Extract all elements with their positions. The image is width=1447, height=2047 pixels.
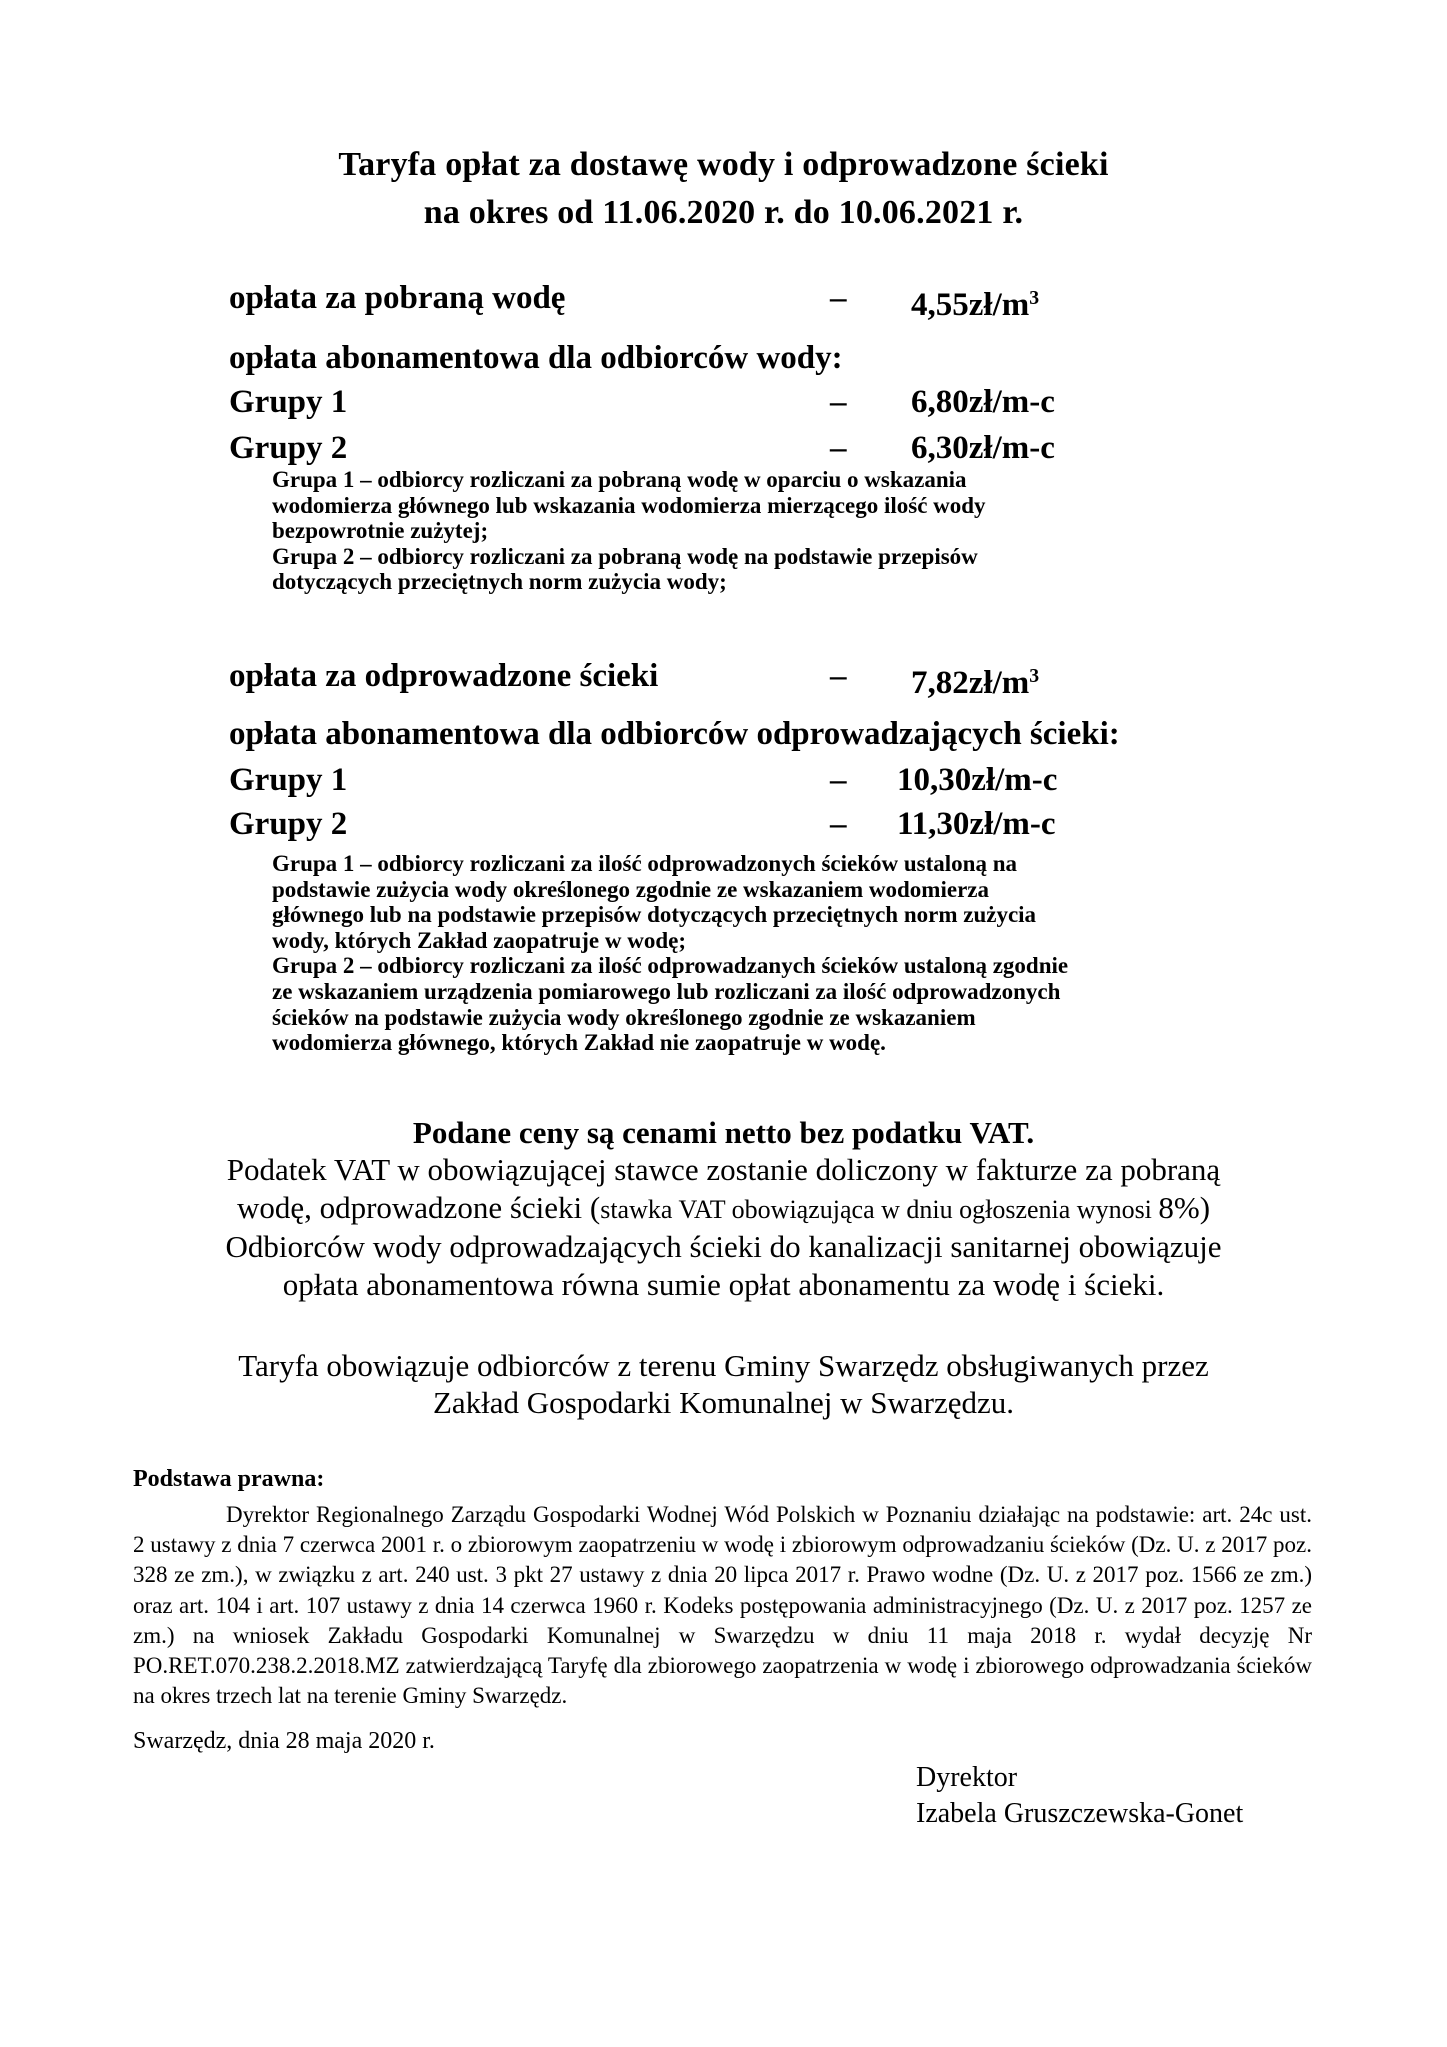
- sewage-fee-value-superscript: 3: [1029, 665, 1040, 687]
- scope-line-1: Taryfa obowiązuje odbiorców z terenu Gminy Swarzędz obsługiwanych przez: [238, 1348, 1209, 1383]
- scope-line-2: Zakład Gospodarki Komunalnej w Swarzędzu.: [432, 1384, 1015, 1420]
- legal-basis-heading: Podstawa prawna:: [133, 1466, 325, 1492]
- water-group1-dash: –: [830, 384, 847, 420]
- sewage-subscription-heading: opłata abonamentowa dla odbiorców odprowadzających ścieki:: [229, 716, 1120, 752]
- title-line-2: na okres od 11.06.2020 r. do 10.06.2021 r.: [423, 194, 1024, 231]
- water-fee-value-superscript: 3: [1029, 287, 1040, 309]
- vat-paragraph: [0, 1151, 1447, 1303]
- sewage-note-group1: Grupa 1 – odbiorcy rozliczani za ilość odprowadzonych ścieków ustaloną na podstawie zużycia wody określonego zgodnie ze wskazaniem wodomierza głównego lub na podstawie przepisów dotyczących przeciętnych norm zużycia wody, których Zakład zaopatruje w wodę;: [272, 851, 1037, 953]
- sewage-fee-row: [0, 658, 1447, 701]
- water-fee-value-text: 4,55zł/m: [911, 286, 1030, 323]
- water-fee-row: [0, 280, 1447, 323]
- water-notes: [272, 467, 1084, 595]
- vat-line-1: Podatek VAT w obowiązującej stawce zostanie doliczony w fakturze za pobraną: [226, 1152, 1221, 1187]
- water-subscription-heading: opłata abonamentowa dla odbiorców wody:: [229, 340, 843, 376]
- sewage-group2-row: [0, 806, 1447, 846]
- water-note-group2: Grupa 2 – odbiorcy rozliczani za pobraną wodę na podstawie przepisów dotyczących przeciętnych norm zużycia wody;: [272, 543, 978, 595]
- water-fee-label: opłata za pobraną wodę: [229, 280, 566, 316]
- signature-title: Dyrektor: [916, 1762, 1018, 1793]
- vat-net-prices-line: Podane ceny są cenami netto bez podatku VAT.: [412, 1115, 1035, 1150]
- sewage-notes: [272, 851, 1084, 1056]
- sewage-fee-value: [911, 658, 1039, 701]
- vat-line-2: [0, 1189, 1447, 1229]
- vat-line-2-suffix: 8%): [1158, 1189, 1211, 1225]
- water-fee-dash: –: [830, 280, 847, 316]
- scope-paragraph: [0, 1348, 1447, 1421]
- vat-line-4: opłata abonamentowa równa sumie opłat abonamentu za wodę i ścieki.: [282, 1266, 1165, 1302]
- water-group2-row: [0, 430, 1447, 470]
- legal-basis-body: Dyrektor Regionalnego Zarządu Gospodarki Wodnej Wód Polskich w Poznaniu działając na podstawie: art. 24c ust. 2 ustawy z dnia 7 czerwca 2001 r. o zbiorowym zaopatrzeniu w wodę i zbiorowym odprowadzaniu ścieków (Dz. U. z 2017 poz. 328 ze zm.), w związku z art. 240 ust. 3 pkt 27 ustawy z dnia 20 lipca 2017 r. Prawo wodne (Dz. U. z 2017 poz. 1566 ze zm.) oraz art. 104 i art. 107 ustawy z dnia 14 czerwca 1960 r. Kodeks postępowania administracyjnego (Dz. U. z 2017 poz. 1257 ze zm.) na wniosek Zakładu Gospodarki Komunalnej w Swarzędzu w dniu 11 maja 2018 r. wydał decyzję Nr PO.RET.070.238.2.2018.MZ zatwierdzającą Taryfę dla zbiorowego zaopatrzenia w wodę i zbiorowego odprowadzania ścieków na okres trzech lat na terenie Gminy Swarzędz.: [133, 1502, 1312, 1709]
- sewage-note-group2: Grupa 2 – odbiorcy rozliczani za ilość odprowadzanych ścieków ustaloną zgodnie ze wskazaniem urządzenia pomiarowego lub rozliczani za ilość odprowadzonych ścieków na podstawie zużycia wody określonego zgodnie ze wskazaniem wodomierza głównego, których Zakład nie zaopatruje w wodę.: [272, 953, 1069, 1056]
- water-group2-dash: –: [830, 430, 847, 466]
- title-line-1: Taryfa opłat za dostawę wody i odprowadzone ścieki: [338, 146, 1109, 183]
- place-and-date: Swarzędz, dnia 28 maja 2020 r.: [133, 1728, 435, 1754]
- signature-block: [916, 1760, 1243, 1832]
- document-title: [0, 141, 1447, 237]
- water-note-group1: Grupa 1 – odbiorcy rozliczani za pobraną wodę w oparciu o wskazania wodomierza głównego lub wskazania wodomierza mierzącego ilość wody bezpowrotnie zużytej;: [272, 467, 986, 544]
- water-group1-value: 6,80zł/m-c: [911, 384, 1055, 420]
- sewage-fee-dash: –: [830, 658, 847, 694]
- sewage-group1-value: 10,30zł/m-c: [897, 762, 1058, 798]
- sewage-fee-value-text: 7,82zł/m: [911, 664, 1030, 701]
- water-group2-value: 6,30zł/m-c: [911, 430, 1055, 466]
- sewage-group1-dash: –: [830, 762, 847, 798]
- sewage-group1-label: Grupy 1: [229, 762, 348, 798]
- sewage-group1-row: [0, 762, 1447, 802]
- water-group2-label: Grupy 2: [229, 430, 348, 466]
- sewage-fee-label: opłata za odprowadzone ścieki: [229, 658, 659, 694]
- water-subscription-heading-row: [0, 340, 1447, 380]
- signature-name: Izabela Gruszczewska-Gonet: [916, 1798, 1244, 1829]
- water-group1-label: Grupy 1: [229, 384, 348, 420]
- vat-line-2-small-text: stawka VAT obowiązująca w dniu ogłoszenia wynosi: [600, 1194, 1159, 1224]
- water-group1-row: [0, 384, 1447, 424]
- sewage-subscription-heading-row: [0, 716, 1447, 756]
- sewage-group2-dash: –: [830, 806, 847, 842]
- vat-line-3: Odbiorców wody odprowadzających ścieki do kanalizacji sanitarnej obowiązuje: [225, 1229, 1222, 1264]
- vat-line-2-prefix: wodę, odprowadzone ścieki (: [236, 1189, 601, 1225]
- sewage-group2-label: Grupy 2: [229, 806, 348, 842]
- water-fee-value: [911, 280, 1039, 323]
- sewage-group2-value: 11,30zł/m-c: [897, 806, 1056, 842]
